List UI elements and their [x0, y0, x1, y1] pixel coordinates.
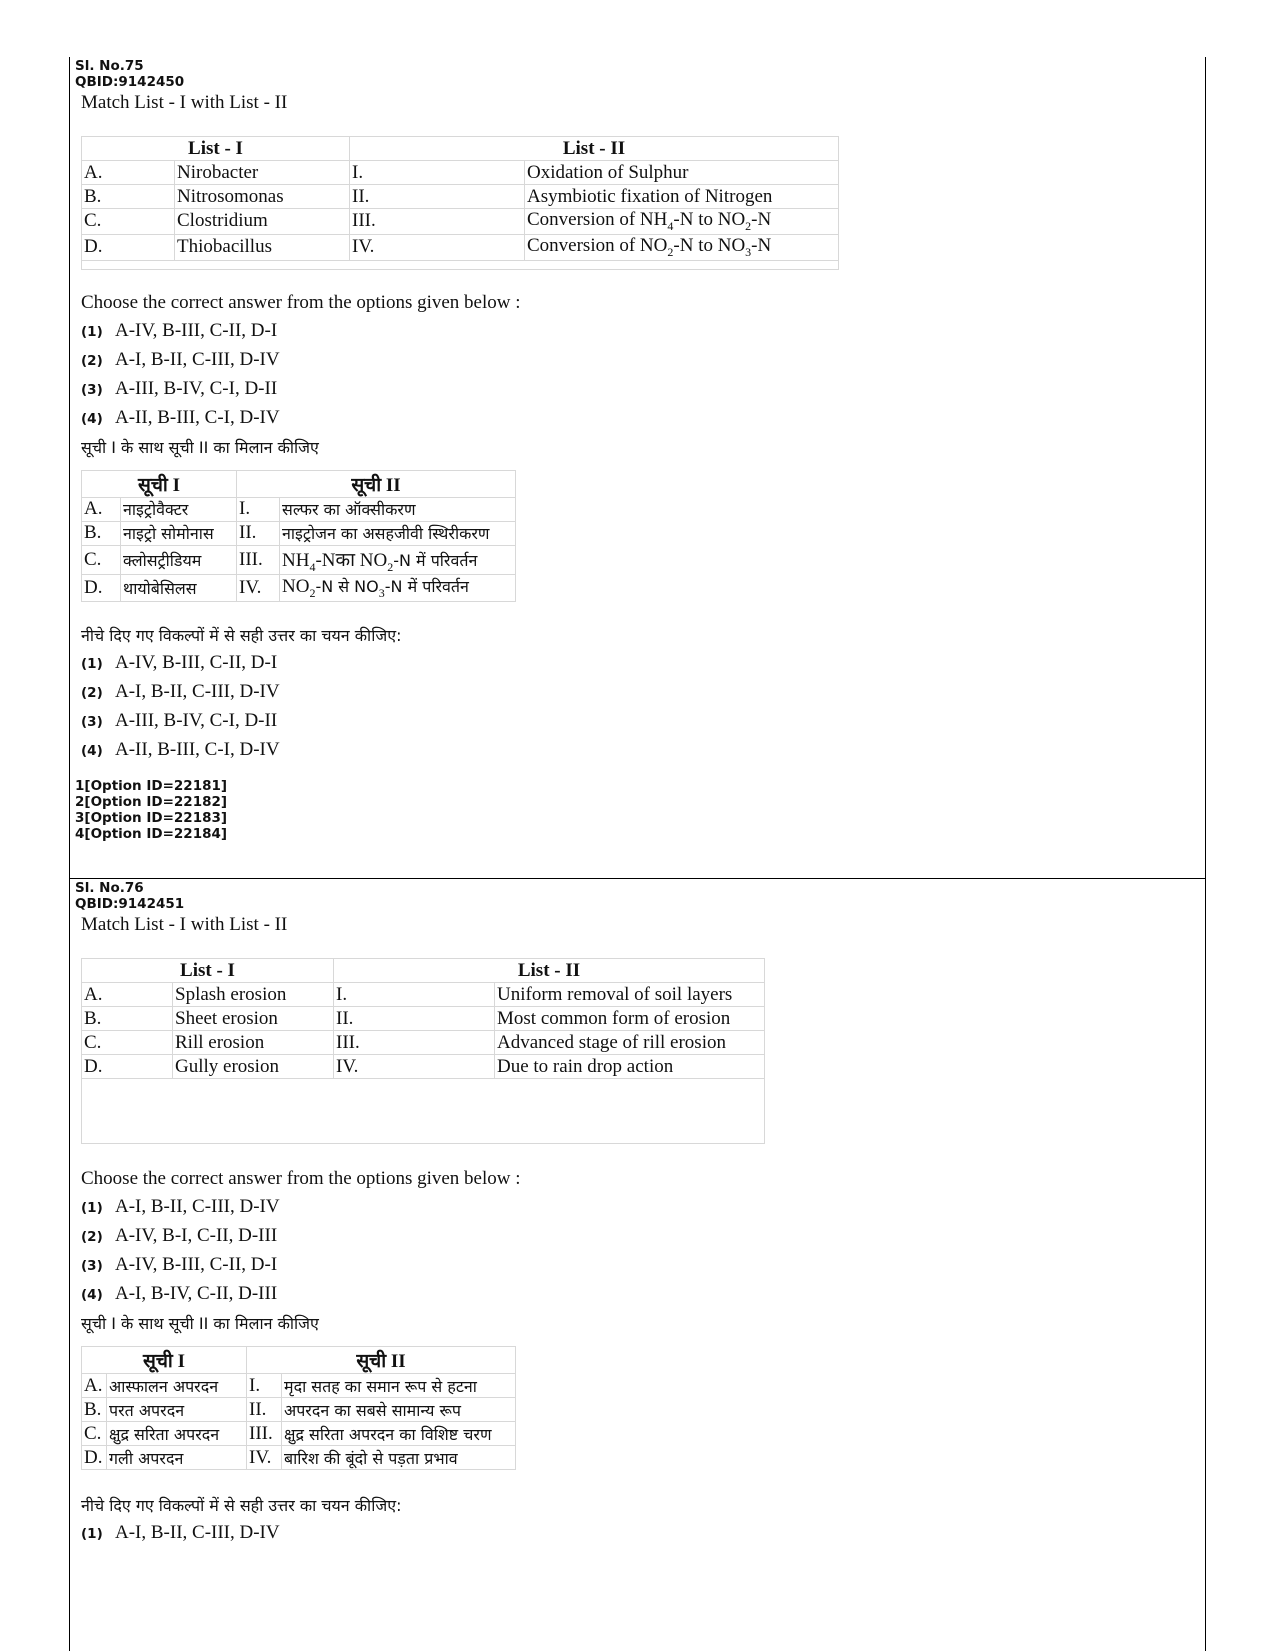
- row-description: [280, 545, 516, 575]
- row-item: नाइट्रोवैक्टर: [121, 497, 237, 521]
- formula-part: -N से NO: [315, 577, 379, 597]
- row-item: Rill erosion: [173, 1031, 334, 1055]
- option[interactable]: [81, 677, 1195, 706]
- row-key: D.: [82, 1446, 107, 1470]
- row-description: [525, 209, 839, 235]
- row-item: परत अपरदन: [107, 1398, 247, 1422]
- prompt-en: Match List - I with List - II: [81, 92, 288, 113]
- row-description: Most common form of erosion: [495, 1007, 765, 1031]
- formula-part: -N: [751, 234, 772, 256]
- row-roman: IV.: [334, 1055, 495, 1079]
- row-roman: IV.: [350, 234, 525, 260]
- list1-header: List - I: [82, 959, 334, 983]
- table-row: [82, 497, 516, 521]
- option-number: (1): [81, 323, 103, 340]
- row-key: B.: [82, 1398, 107, 1422]
- prompt-hi: सूची I के साथ सूची II का मिलान कीजिए: [81, 1314, 319, 1333]
- option-number: (2): [81, 1229, 103, 1245]
- subscript: 2: [387, 559, 394, 574]
- list2-header: सूची II: [237, 470, 516, 497]
- formula-part: -N में परिवर्तन: [384, 577, 469, 597]
- option-number: (4): [81, 410, 103, 427]
- row-description: मृदा सतह का समान रूप से हटना: [282, 1374, 516, 1398]
- match-table-en: [81, 958, 765, 1144]
- table-row: [82, 1007, 765, 1031]
- row-roman: III.: [237, 545, 280, 575]
- formula-part: Conversion of NH: [527, 209, 668, 230]
- option[interactable]: [81, 1192, 1195, 1221]
- option-text: A-IV, B-III, C-II, D-I: [115, 1254, 278, 1275]
- table-row: [82, 209, 839, 235]
- option-text: A-I, B-II, C-III, D-IV: [115, 1196, 280, 1217]
- row-key: A.: [82, 1374, 107, 1398]
- table-row: [82, 1398, 516, 1422]
- option-number: (1): [81, 1526, 103, 1542]
- option-text: A-IV, B-III, C-II, D-I: [115, 652, 278, 674]
- row-key: C.: [82, 1031, 173, 1055]
- empty-cell: [82, 1079, 765, 1144]
- formula-part: NO: [282, 576, 310, 598]
- row-item: Nitrosomonas: [175, 185, 350, 209]
- match-table-hi: [81, 1346, 516, 1470]
- row-roman: I.: [247, 1374, 282, 1398]
- qbid: QBID:9142451: [75, 896, 185, 912]
- option-text: A-I, B-II, C-III, D-IV: [115, 681, 280, 703]
- subscript: 2: [667, 244, 674, 259]
- list1-header: सूची I: [82, 470, 237, 497]
- option-number: (4): [81, 743, 103, 760]
- option-text: A-I, B-IV, C-II, D-III: [115, 1283, 278, 1304]
- row-description: [525, 234, 839, 260]
- option-text: A-I, B-II, C-III, D-IV: [115, 1522, 280, 1543]
- option-number: (1): [81, 1200, 103, 1216]
- options-en: [75, 1192, 1195, 1308]
- row-description: Advanced stage of rill erosion: [495, 1031, 765, 1055]
- row-roman: II.: [247, 1398, 282, 1422]
- table-row: [82, 1055, 765, 1079]
- list1-header: List - I: [82, 137, 350, 161]
- subscript: 4: [667, 218, 674, 233]
- option[interactable]: [81, 735, 1195, 764]
- prompt-en: Match List - I with List - II: [81, 914, 288, 935]
- table-header-row: [82, 470, 516, 497]
- option-id: 1[Option ID=22181]: [75, 778, 228, 795]
- formula-part: Conversion of NO: [527, 234, 668, 256]
- row-item: Clostridium: [175, 209, 350, 235]
- row-key: D.: [82, 234, 175, 260]
- row-roman: II.: [334, 1007, 495, 1031]
- row-item: Splash erosion: [173, 983, 334, 1007]
- option[interactable]: [81, 648, 1195, 677]
- formula-part: -N to NO: [673, 234, 746, 256]
- subscript: 3: [745, 244, 752, 259]
- option[interactable]: [81, 1250, 1195, 1279]
- option-number: (4): [81, 1287, 103, 1303]
- row-item: Sheet erosion: [173, 1007, 334, 1031]
- table-row: [82, 185, 839, 209]
- subscript: 2: [309, 586, 316, 601]
- choose-en: Choose the correct answer from the options given below :: [81, 291, 521, 313]
- table-header-row: [82, 959, 765, 983]
- row-key: C.: [82, 209, 175, 235]
- option[interactable]: [81, 706, 1195, 735]
- row-description: बारिश की बूंदो से पड़ता प्रभाव: [282, 1446, 516, 1470]
- option-text: A-II, B-III, C-I, D-IV: [115, 739, 280, 761]
- match-table-hi: [81, 470, 516, 603]
- options-en: [75, 316, 1195, 432]
- row-item: क्लोसट्रीडियम: [121, 545, 237, 575]
- row-item: गली अपरदन: [107, 1446, 247, 1470]
- row-key: B.: [82, 185, 175, 209]
- formula-part: -N to NO: [673, 209, 746, 230]
- subscript: 2: [745, 218, 752, 233]
- table-empty-row: [82, 260, 839, 269]
- table-header-row: [82, 137, 839, 161]
- qbid: QBID:9142450: [75, 74, 185, 90]
- option[interactable]: [81, 1518, 1195, 1547]
- option-number: (3): [81, 1258, 103, 1274]
- row-roman: III.: [247, 1422, 282, 1446]
- option[interactable]: [81, 316, 1195, 345]
- row-key: C.: [82, 1422, 107, 1446]
- option-text: A-IV, B-I, C-II, D-III: [115, 1225, 278, 1246]
- row-key: A.: [82, 497, 121, 521]
- question-76: [75, 880, 1195, 1547]
- option[interactable]: [81, 403, 1195, 432]
- question-75: [75, 58, 1195, 842]
- row-description: अपरदन का सबसे सामान्य रूप: [282, 1398, 516, 1422]
- choose-hi: नीचे दिए गए विकल्पों में से सही उत्तर का चयन कीजिए:: [81, 1496, 402, 1515]
- row-item: क्षुद्र सरिता अपरदन: [107, 1422, 247, 1446]
- choose-en: Choose the correct answer from the options given below :: [81, 1168, 521, 1189]
- formula-part: NH: [282, 549, 310, 571]
- list1-header: सूची I: [82, 1347, 247, 1374]
- row-item: नाइट्रो सोमोनास: [121, 521, 237, 545]
- subscript: 3: [378, 586, 385, 601]
- list2-header: सूची II: [247, 1347, 516, 1374]
- row-roman: I.: [334, 983, 495, 1007]
- table-row: [82, 1422, 516, 1446]
- table-empty-row: [82, 1079, 765, 1144]
- row-key: D.: [82, 1055, 173, 1079]
- serial-number: Sl. No.75: [75, 58, 144, 74]
- option-number: (3): [81, 714, 103, 731]
- question-divider: [69, 878, 1205, 879]
- row-description: सल्फर का ऑक्सीकरण: [280, 497, 516, 521]
- row-description: [280, 575, 516, 602]
- option[interactable]: [81, 1279, 1195, 1308]
- option-number: (3): [81, 381, 103, 398]
- options-hi: [75, 1518, 1195, 1547]
- row-key: B.: [82, 1007, 173, 1031]
- option-number: (2): [81, 352, 103, 369]
- option-text: A-III, B-IV, C-I, D-II: [115, 710, 278, 732]
- serial-number: Sl. No.76: [75, 880, 144, 896]
- option-text: A-II, B-III, C-I, D-IV: [115, 406, 280, 428]
- row-key: C.: [82, 545, 121, 575]
- row-roman: II.: [237, 521, 280, 545]
- table-row: [82, 521, 516, 545]
- table-row: [82, 1031, 765, 1055]
- option-id: 2[Option ID=22182]: [75, 794, 228, 811]
- option-id: 3[Option ID=22183]: [75, 810, 228, 827]
- list2-header: List - II: [334, 959, 765, 983]
- row-item: Thiobacillus: [175, 234, 350, 260]
- prompt-hi: सूची I के साथ सूची II का मिलान कीजिए: [81, 437, 319, 457]
- row-key: D.: [82, 575, 121, 602]
- option-text: A-I, B-II, C-III, D-IV: [115, 348, 280, 370]
- option-id: 4[Option ID=22184]: [75, 826, 228, 843]
- table-row: [82, 1446, 516, 1470]
- choose-hi: नीचे दिए गए विकल्पों में से सही उत्तर का चयन कीजिए:: [81, 626, 402, 646]
- row-roman: IV.: [237, 575, 280, 602]
- row-roman: III.: [334, 1031, 495, 1055]
- table-row: [82, 983, 765, 1007]
- option-text: A-IV, B-III, C-II, D-I: [115, 319, 278, 341]
- row-description: Asymbiotic fixation of Nitrogen: [525, 185, 839, 209]
- row-key: A.: [82, 983, 173, 1007]
- option[interactable]: [81, 345, 1195, 374]
- row-description: नाइट्रोजन का असहजीवी स्थिरीकरण: [280, 521, 516, 545]
- formula-part: -N में परिवर्तन: [393, 550, 478, 570]
- row-item: थायोबेसिलस: [121, 575, 237, 602]
- row-roman: IV.: [247, 1446, 282, 1470]
- row-description: Due to rain drop action: [495, 1055, 765, 1079]
- row-description: क्षुद्र सरिता अपरदन का विशिष्ट चरण: [282, 1422, 516, 1446]
- option-ids: [75, 778, 1195, 842]
- row-item: आस्फालन अपरदन: [107, 1374, 247, 1398]
- option-number: (1): [81, 656, 103, 673]
- table-header-row: [82, 1347, 516, 1374]
- table-row: [82, 234, 839, 260]
- table-row: [82, 1374, 516, 1398]
- table-row: [82, 575, 516, 602]
- option-number: (2): [81, 685, 103, 702]
- row-key: A.: [82, 161, 175, 185]
- table-row: [82, 161, 839, 185]
- empty-cell: [82, 260, 839, 269]
- row-key: B.: [82, 521, 121, 545]
- option[interactable]: [81, 374, 1195, 403]
- row-description: Oxidation of Sulphur: [525, 161, 839, 185]
- match-table-en: [81, 136, 839, 270]
- row-roman: I.: [350, 161, 525, 185]
- options-hi: [75, 648, 1195, 764]
- row-roman: I.: [237, 497, 280, 521]
- option[interactable]: [81, 1221, 1195, 1250]
- subscript: 4: [309, 559, 316, 574]
- table-row: [82, 545, 516, 575]
- row-roman: III.: [350, 209, 525, 235]
- row-item: Nirobacter: [175, 161, 350, 185]
- formula-part: -Nका NO: [315, 549, 388, 571]
- option-text: A-III, B-IV, C-I, D-II: [115, 377, 278, 399]
- row-roman: II.: [350, 185, 525, 209]
- row-item: Gully erosion: [173, 1055, 334, 1079]
- list2-header: List - II: [350, 137, 839, 161]
- row-description: Uniform removal of soil layers: [495, 983, 765, 1007]
- formula-part: -N: [751, 209, 772, 230]
